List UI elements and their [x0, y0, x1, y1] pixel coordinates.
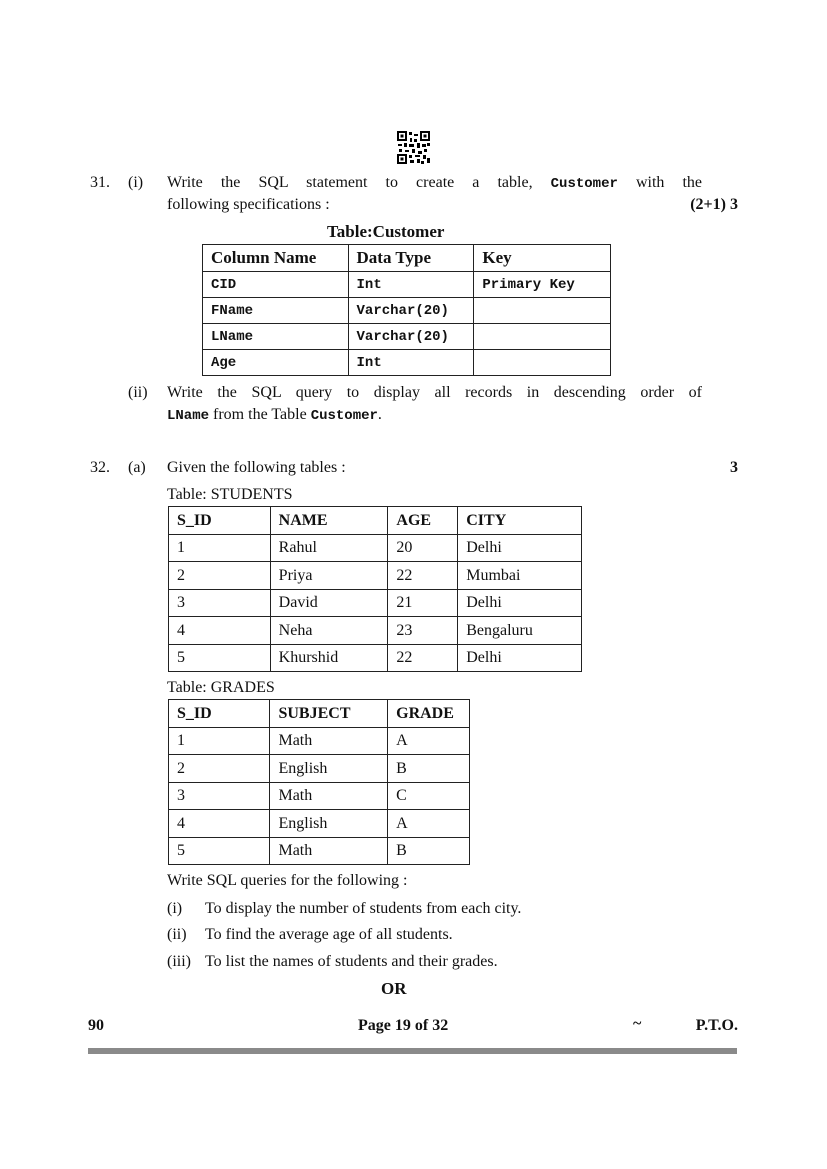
query-label-iii: (iii): [167, 953, 191, 970]
students-table-caption: Table: STUDENTS: [167, 486, 293, 503]
query-text-ii: To find the average age of all students.: [205, 926, 453, 943]
cell: LName: [203, 324, 349, 350]
cell: 22: [388, 645, 458, 672]
footer-page-number: Page 19 of 32: [358, 1017, 449, 1034]
cell: C: [388, 783, 470, 810]
cell: A: [388, 728, 470, 755]
question-number-31: 31.: [90, 174, 110, 191]
footer-code: 90: [88, 1017, 104, 1034]
table-row: [169, 562, 582, 590]
q31-ii-text-mid: from the Table: [213, 406, 307, 423]
header-city: CITY: [458, 507, 582, 535]
cell: Math: [270, 728, 388, 755]
table-row: [169, 645, 582, 672]
q31-ii-line2: [167, 405, 382, 426]
table-row: [169, 783, 470, 810]
cell: 2: [169, 755, 270, 783]
q31-i-code-customer: Customer: [550, 176, 618, 192]
table-row: [203, 324, 611, 350]
cell: 1: [169, 535, 271, 562]
cell: 5: [169, 645, 271, 672]
cell: 5: [169, 838, 270, 865]
table-row: [169, 535, 582, 562]
footer-tilde: ~: [633, 1015, 642, 1032]
q31-i-text-pre: Write the SQL statement to create a table,: [167, 174, 533, 191]
header-data-type: Data Type: [348, 245, 474, 272]
cell: CID: [203, 272, 349, 298]
cell: Neha: [270, 617, 388, 645]
cell: Mumbai: [458, 562, 582, 590]
cell: [474, 324, 611, 350]
part-label-31-ii: (ii): [128, 384, 148, 401]
cell: 20: [388, 535, 458, 562]
header-subject: SUBJECT: [270, 700, 388, 728]
query-label-i: (i): [167, 900, 183, 917]
cell: Age: [203, 350, 349, 376]
cell: Bengaluru: [458, 617, 582, 645]
table-row: [169, 755, 470, 783]
table-row: [169, 590, 582, 617]
footer-pto: P.T.O.: [695, 1017, 738, 1034]
cell: B: [388, 755, 470, 783]
cell: [474, 298, 611, 324]
queries-intro: Write SQL queries for the following :: [167, 872, 408, 889]
q31-marks: (2+1) 3: [690, 196, 738, 213]
cell: David: [270, 590, 388, 617]
cell: Varchar(20): [348, 298, 474, 324]
grades-table-header-row: [169, 700, 470, 728]
query-text-iii: To list the names of students and their grades.: [205, 953, 498, 970]
cell: English: [270, 810, 388, 838]
or-separator: OR: [381, 979, 407, 998]
query-text-i: To display the number of students from each city.: [205, 900, 522, 917]
qr-code: [397, 131, 430, 164]
footer-rule: [88, 1048, 737, 1054]
grades-table-caption: Table: GRADES: [167, 679, 275, 696]
cell: Priya: [270, 562, 388, 590]
cell: Khurshid: [270, 645, 388, 672]
q31-i-line1: [167, 173, 702, 194]
cell: English: [270, 755, 388, 783]
q31-i-text-post: with the: [635, 174, 703, 191]
cell: Rahul: [270, 535, 388, 562]
cell: Math: [270, 783, 388, 810]
cell: Primary Key: [474, 272, 611, 298]
cell: 3: [169, 783, 270, 810]
query-label-ii: (ii): [167, 926, 187, 943]
header-s-id: S_ID: [169, 507, 271, 535]
cell: B: [388, 838, 470, 865]
table-row: [169, 617, 582, 645]
cell: 23: [388, 617, 458, 645]
students-table: [168, 506, 582, 672]
cell: 2: [169, 562, 271, 590]
table-row: [203, 350, 611, 376]
grades-table: [168, 699, 470, 865]
header-column-name: Column Name: [203, 245, 349, 272]
header-grade: GRADE: [388, 700, 470, 728]
table-row: [169, 838, 470, 865]
cell: Delhi: [458, 535, 582, 562]
question-number-32: 32.: [90, 459, 110, 476]
header-key: Key: [474, 245, 611, 272]
customer-table-caption: Table:Customer: [327, 222, 445, 241]
cell: Delhi: [458, 645, 582, 672]
header-s-id: S_ID: [169, 700, 270, 728]
cell: 3: [169, 590, 271, 617]
header-name: NAME: [270, 507, 388, 535]
q31-ii-code-lname: LName: [167, 408, 210, 424]
cell: 21: [388, 590, 458, 617]
cell: Varchar(20): [348, 324, 474, 350]
customer-table-header-row: [203, 245, 611, 272]
cell: Math: [270, 838, 388, 865]
q31-i-line2: following specifications :: [167, 196, 330, 213]
q31-ii-code-customer: Customer: [310, 408, 378, 424]
cell: 22: [388, 562, 458, 590]
cell: [474, 350, 611, 376]
table-row: [203, 298, 611, 324]
q31-ii-line1: Write the SQL query to display all records in descending order of: [167, 384, 702, 401]
part-label-31-i: (i): [128, 174, 144, 191]
cell: 4: [169, 617, 271, 645]
cell: Delhi: [458, 590, 582, 617]
students-table-header-row: [169, 507, 582, 535]
table-row: [169, 810, 470, 838]
cell: Int: [348, 350, 474, 376]
cell: Int: [348, 272, 474, 298]
cell: FName: [203, 298, 349, 324]
q32-intro: Given the following tables :: [167, 459, 346, 476]
q31-ii-text-end: .: [377, 406, 382, 423]
cell: 4: [169, 810, 270, 838]
part-label-32-a: (a): [128, 459, 146, 476]
table-row: [169, 728, 470, 755]
header-age: AGE: [388, 507, 458, 535]
q32-marks: 3: [730, 459, 738, 476]
customer-table: [202, 244, 611, 376]
cell: 1: [169, 728, 270, 755]
table-row: [203, 272, 611, 298]
cell: A: [388, 810, 470, 838]
